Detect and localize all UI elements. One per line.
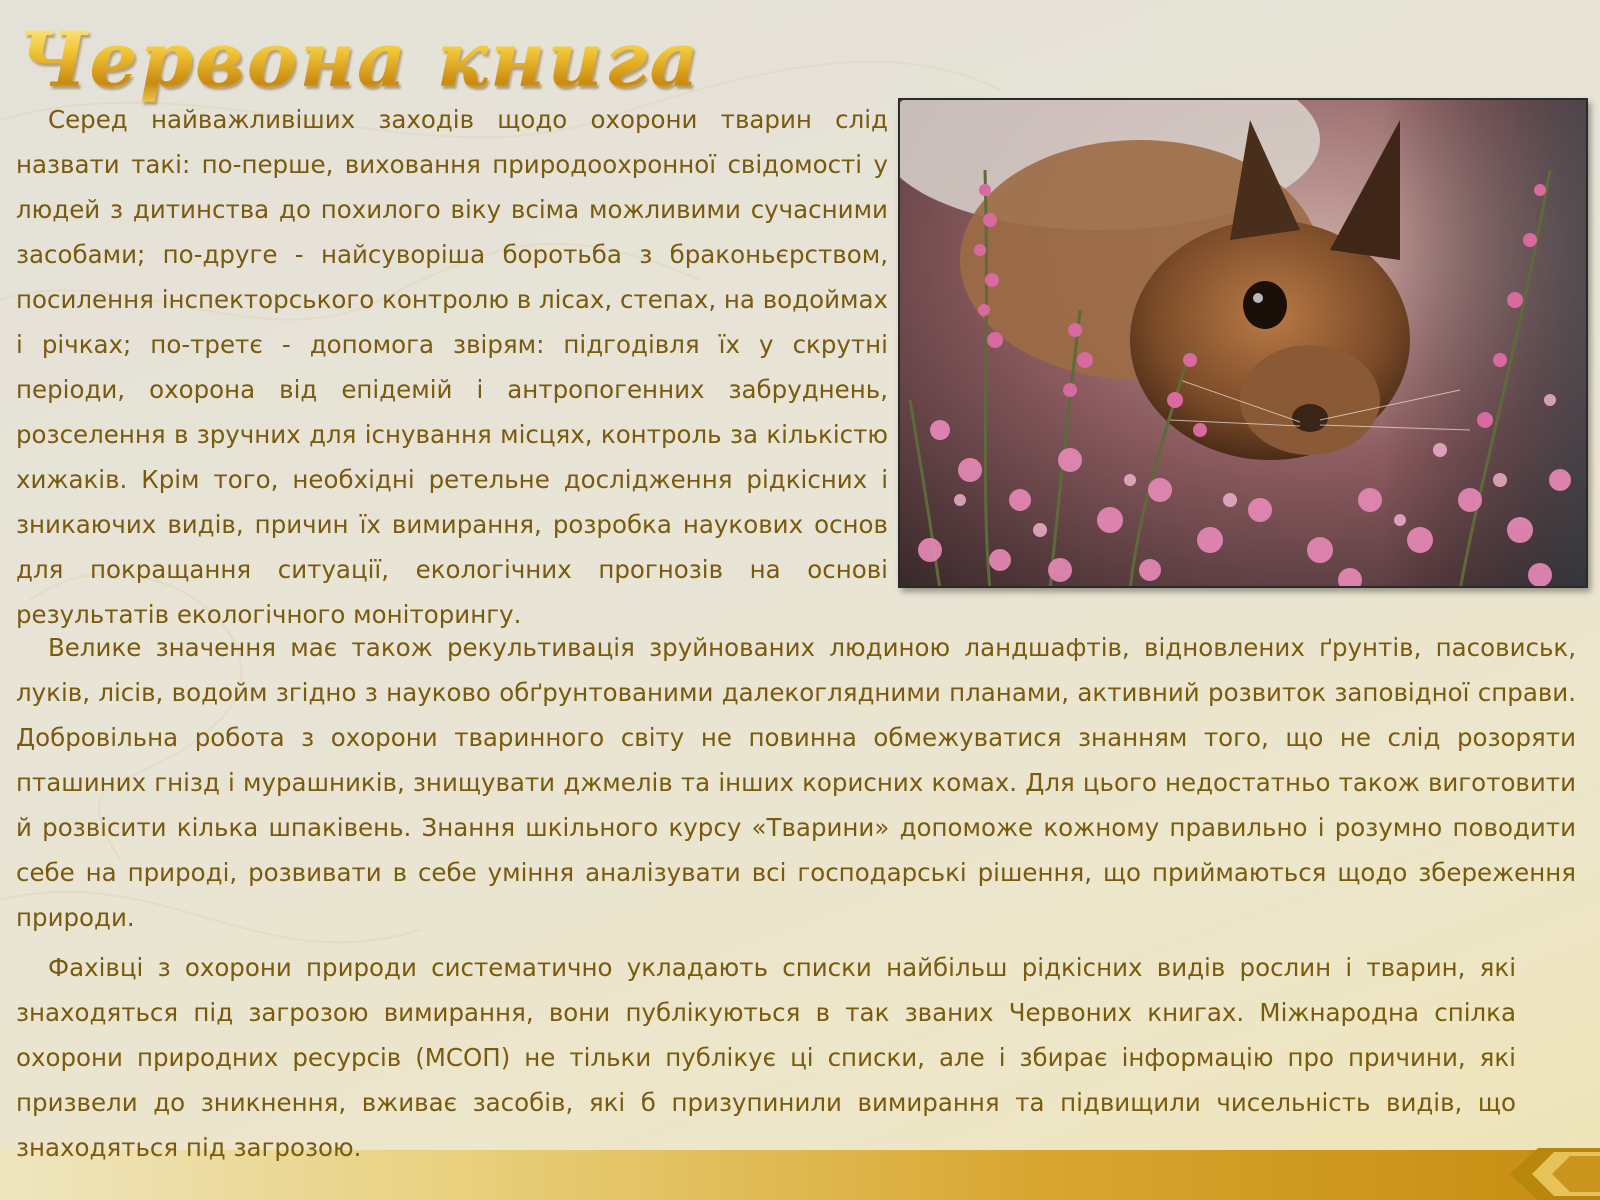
- paragraph-1: Серед найважливіших заходів щодо охорони тварин слід назвати такі: по-перше, виховання природоохронної свідомості у людей з дитинства до похилого віку всіма можливими сучасними засобами; по-друге - найсуворіша боротьба з браконьєрством, посилення інспекторського контролю в лісах, степах, на водоймах і річках; по-третє - допомога звірям: підгодівля їх у скрутні періоди, охорона від епідемій і антропогенних забруднень, розселення в зручних для існування місцях, контроль за кількістю хижаків. Крім того, необхідні ретельне дослідження рідкісних і зникаючих видів, причин їх вимирання, розробка наукових основ для покращання ситуації, екологічних прогнозів на основі результатів екологічного моніторингу.: [16, 105, 888, 629]
- paragraph-3: Фахівці з охорони природи систематично укладають списки найбільш рідкісних видів рослин і тварин, які знаходяться під загрозою вимирання, вони публікуються в так званих Червоних книгах. Міжнародна спілка охорони природних ресурсів (МСОП) не тільки публікує ці списки, але і збирає інформацію про причини, які призвели до зникнення, вживає засобів, які б призупинили вимирання та підвищили чисельність видів, що знаходяться під загрозою.: [16, 953, 1516, 1162]
- page-title: Червона книга: [18, 15, 701, 104]
- paragraph-2: Велике значення має також рекультивація зруйнованих людиною ландшафтів, відновлених ґрунтів, пасовиськ, луків, лісів, водойм згідно з науково обґрунтованими далекоглядними планами, активний розвиток заповідної справи. Добровільна робота з охорони тваринного світу не повинна обмежуватися знанням того, що не слід розоряти пташиних гнізд і мурашників, знищувати джмелів та інших корисних комах. Для цього недостатньо також виготовити й розвісити кілька шпаківень. Знання шкільного курсу «Тварини» допоможе кожному правильно і розумно поводити себе на природі, розвивати в себе уміння аналізувати всі господарські рішення, що приймаються щодо збереження природи.: [16, 633, 1576, 932]
- corner-chevron-icon: [1510, 1148, 1600, 1200]
- squirrel-photo: [898, 98, 1588, 588]
